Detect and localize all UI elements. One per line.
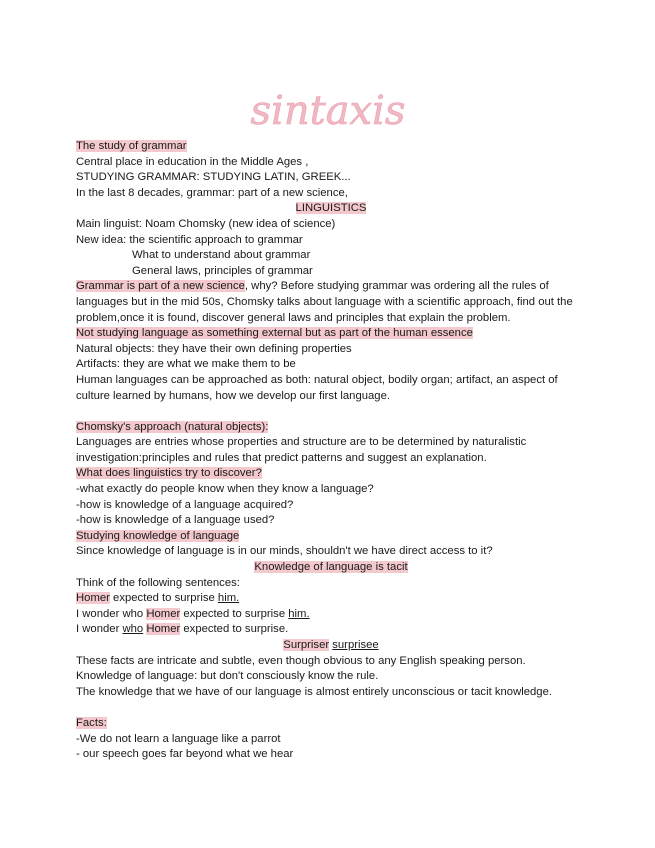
list-item: -what exactly do people know when they know a language?	[76, 483, 374, 496]
highlight-new-science: Grammar is part of a new science	[76, 280, 245, 293]
paragraph-human-languages: Human languages can be approached as both: natural object, bodily organ; artifact, an aspect of culture learned by humans, how we develop our first language.	[76, 373, 558, 402]
line: Central place in education in the Middle Ages ,	[76, 155, 309, 168]
line: The knowledge that we have of our language is almost entirely unconscious or tacit knowledge.	[76, 685, 553, 698]
linguistics-label: LINGUISTICS	[295, 202, 367, 215]
list-item: - our speech goes far beyond what we hear	[76, 748, 294, 761]
sentence-text: I wonder who	[76, 607, 147, 620]
notes-body	[76, 139, 586, 763]
homer-highlight: Homer	[146, 607, 181, 620]
line: Artifacts: they are what we make them to be	[76, 358, 296, 371]
heading-studying-knowledge: Studying knowledge of language	[76, 529, 240, 542]
heading-chomsky-approach: Chomsky's approach (natural objects):	[76, 420, 269, 433]
title-text: sintaxis	[250, 88, 405, 134]
list-item: -We do not learn a language like a parrot	[76, 732, 281, 745]
line: STUDYING GRAMMAR: STUDYING LATIN, GREEK...	[76, 171, 351, 184]
example-sentence-1	[76, 591, 586, 607]
paragraph-text: , why? Before studying grammar was ordering all the rules of languages but in the mid 50s, Chomsky talks about language with a scientific approach, find out the problem,once it is found, discover general laws and principles that explain the problem.	[76, 280, 573, 324]
line: Main linguist: Noam Chomsky (new idea of science)	[76, 217, 336, 230]
surpriser-surprisee	[76, 638, 586, 654]
line: In the last 8 decades, grammar: part of a new science,	[76, 186, 348, 199]
who-underlined: who	[122, 623, 144, 636]
surpriser-highlight: Surpriser	[283, 639, 330, 651]
example-sentence-3	[76, 622, 586, 638]
paragraph-new-science	[76, 279, 586, 326]
homer-highlight: Homer	[76, 592, 110, 605]
line: Since knowledge of language is in our minds, shouldn't we have direct access to it?	[76, 545, 493, 558]
knowledge-tacit-label: Knowledge of language is tacit	[254, 561, 408, 574]
line: Think of the following sentences:	[76, 576, 240, 589]
paragraph-languages-entries: Languages are entries whose properties and structure are to be determined by naturalistic investigation:principles and rules that predict patterns and suggest an explanation.	[76, 436, 527, 464]
indented-line: What to understand about grammar	[132, 249, 311, 262]
list-item: -how is knowledge of a language used?	[76, 514, 275, 527]
heading-facts: Facts:	[76, 716, 107, 729]
sentence-text: I wonder	[76, 623, 123, 636]
sentence-text: expected to surprise	[180, 607, 289, 620]
him-underlined: him.	[217, 592, 240, 605]
list-item: -how is knowledge of a language acquired?	[76, 498, 294, 511]
title-logo	[228, 86, 428, 142]
example-sentence-2	[76, 607, 586, 623]
heading-linguistics-discover: What does linguistics try to discover?	[76, 467, 262, 480]
sentence-text: expected to surprise	[109, 592, 218, 605]
line: Knowledge of language: but don't consciously know the rule.	[76, 670, 379, 683]
surprisee-underlined: surprisee	[332, 639, 379, 651]
title-area	[0, 86, 655, 142]
him-underlined: him.	[288, 607, 310, 620]
spacer	[76, 404, 586, 420]
line: Natural objects: they have their own defining properties	[76, 342, 352, 355]
line: These facts are intricate and subtle, even though obvious to any English speaking person.	[76, 654, 526, 667]
indented-line: General laws, principles of grammar	[132, 264, 313, 277]
spacer	[76, 700, 586, 716]
sentence-text: expected to surprise.	[180, 623, 289, 636]
highlight-human-essence: Not studying language as something external but as part of the human essence	[76, 327, 473, 340]
homer-highlight: Homer	[146, 623, 181, 636]
line: New idea: the scientific approach to grammar	[76, 233, 303, 246]
heading-study-of-grammar: The study of grammar	[76, 140, 187, 152]
